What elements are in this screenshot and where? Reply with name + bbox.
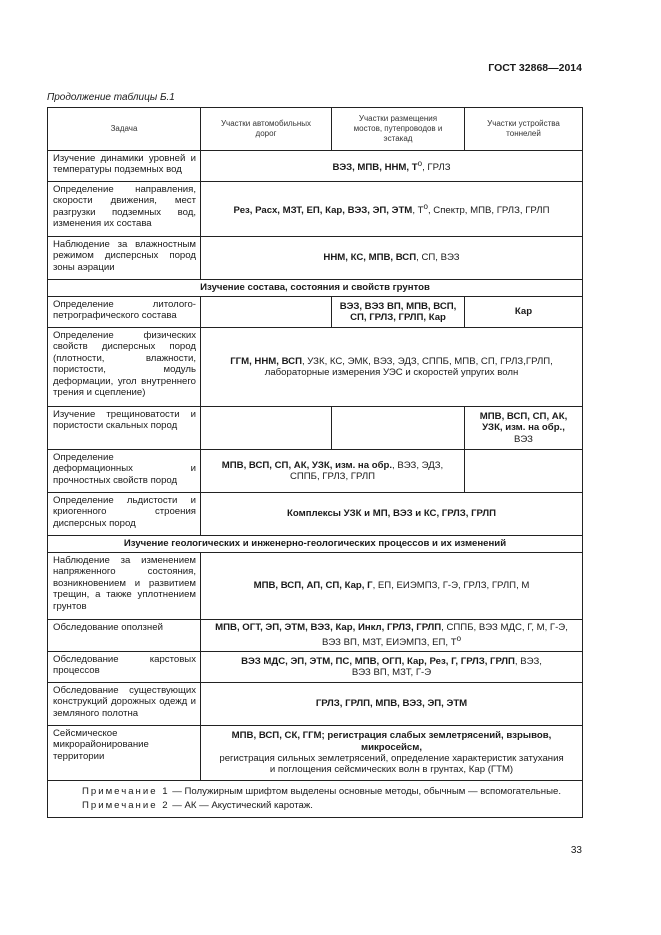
column-header-bridges: Участки размещения мостов, путепроводов и эстакад bbox=[332, 108, 465, 151]
table-row bbox=[48, 620, 583, 652]
page-number: 33 bbox=[570, 845, 582, 856]
methods-cell: Рез, Расх, МЗТ, ЕП, Кар, ВЭЗ, ЭП, ЭТМ, $Т^о$, Спектр, МПВ, ГРЛЗ, ГРЛП bbox=[201, 182, 583, 237]
roads-cell bbox=[201, 407, 332, 450]
task-cell: Определение литолого-петрографического состава bbox=[48, 297, 201, 328]
table-row bbox=[48, 297, 583, 328]
tunnels-cell bbox=[465, 450, 583, 493]
task-cell: Изучение динамики уровней и температуры подземных вод bbox=[48, 151, 201, 182]
table-row bbox=[48, 450, 583, 493]
table-row bbox=[48, 683, 583, 726]
section-title: Изучение геологических и инженерно-геологических процессов и их изменений bbox=[48, 536, 583, 553]
task-cell: Определение направления, скорости движения, мест разгрузки подземных вод, изменения их состава bbox=[48, 182, 201, 237]
task-cell: Определение физических свойств дисперсных пород (плотности, влажности, пористости, модуль деформации, угол внутреннего трения и сцепление) bbox=[48, 328, 201, 407]
bridges-cell: ВЭЗ, ВЭЗ ВП, МПВ, ВСП, СП, ГРЛЗ, ГРЛП, Кар bbox=[332, 297, 465, 328]
notes-cell bbox=[48, 781, 583, 818]
methods-cell: Комплексы УЗК и МП, ВЭЗ и КС, ГРЛЗ, ГРЛП bbox=[201, 493, 583, 536]
section-row bbox=[48, 536, 583, 553]
methods-cell: МПВ, ОГТ, ЭП, ЭТМ, ВЭЗ, Кар, Инкл, ГРЛЗ, ГРЛП, СППБ, ВЭЗ МДС, Г, М, Г-Э, ВЭЗ ВП, МЗТ, ЕИЭМПЗ, ЕП, $Т^о$ bbox=[201, 620, 583, 652]
methods-cell: ВЭЗ, МПВ, ННМ, $Т^о$, ГРЛЗ bbox=[201, 151, 583, 182]
note-2: Примечание 2 — АК — Акустический каротаж. bbox=[82, 800, 313, 811]
table-row bbox=[48, 182, 583, 237]
methods-table bbox=[47, 107, 583, 818]
tunnels-cell: МПВ, ВСП, СП, АК, УЗК, изм. на обр., ВЭЗ bbox=[465, 407, 583, 450]
methods-cell: МПВ, ВСП, СП, АК, УЗК, изм. на обр., ВЭЗ, ЭДЗ, СППБ, ГРЛЗ, ГРЛП bbox=[201, 450, 465, 493]
task-cell: Изучение трещиноватости и пористости скальных пород bbox=[48, 407, 201, 450]
table-caption: Продолжение таблицы Б.1 bbox=[47, 92, 175, 103]
column-header-tunnels: Участки устройства тоннелей bbox=[465, 108, 583, 151]
methods-cell: МПВ, ВСП, АП, СП, Кар, Г, ЕП, ЕИЭМПЗ, Г-Э, ГРЛЗ, ГРЛП, М bbox=[201, 553, 583, 620]
methods-cell: ННМ, КС, МПВ, ВСП, СП, ВЭЗ bbox=[201, 237, 583, 280]
task-cell: Определение деформационных и прочностных свойств пород bbox=[48, 450, 201, 493]
task-cell: Наблюдение за влажностным режимом дисперсных пород зоны аэрации bbox=[48, 237, 201, 280]
table-row bbox=[48, 151, 583, 182]
standard-code: ГОСТ 32868—2014 bbox=[488, 62, 582, 74]
section-title: Изучение состава, состояния и свойств грунтов bbox=[48, 280, 583, 297]
task-cell: Обследование существующих конструкций дорожных одежд и земляного полотна bbox=[48, 683, 201, 726]
note-1: Примечание 1 — Полужирным шрифтом выделены основные методы, обычным — вспомогательные. bbox=[82, 786, 561, 797]
table-row bbox=[48, 328, 583, 407]
table-row bbox=[48, 493, 583, 536]
task-cell: Обследование оползней bbox=[48, 620, 201, 652]
methods-cell: МПВ, ВСП, СК, ГГМ; регистрация слабых землетрясений, взрывов, микросейсм, регистрация сильных землетрясений, определение характеристик затухания и поглощения сейсмических волн в грунтах, Кар (ГТМ) bbox=[201, 726, 583, 781]
table-row bbox=[48, 237, 583, 280]
table-header-row bbox=[48, 108, 583, 151]
table-row bbox=[48, 652, 583, 683]
column-header-task: Задача bbox=[48, 108, 201, 151]
table-row bbox=[48, 407, 583, 450]
task-cell: Наблюдение за изменением напряженного состояния, возникновением и развитием трещин, а также уплотнением грунтов bbox=[48, 553, 201, 620]
column-header-roads: Участки автомобильных дорог bbox=[201, 108, 332, 151]
task-cell: Обследование карстовых процессов bbox=[48, 652, 201, 683]
table-row bbox=[48, 726, 583, 781]
tunnels-cell: Кар bbox=[465, 297, 583, 328]
table-row bbox=[48, 553, 583, 620]
task-cell: Сейсмическое микрорайонирование территории bbox=[48, 726, 201, 781]
methods-cell: ГРЛЗ, ГРЛП, МПВ, ВЭЗ, ЭП, ЭТМ bbox=[201, 683, 583, 726]
notes-row bbox=[48, 781, 583, 818]
methods-cell: ГГМ, ННМ, ВСП, УЗК, КС, ЭМК, ВЭЗ, ЭДЗ, СППБ, МПВ, СП, ГРЛЗ,ГРЛП, лабораторные измерения УЭС и скоростей упругих волн bbox=[201, 328, 583, 407]
roads-cell bbox=[201, 297, 332, 328]
section-row bbox=[48, 280, 583, 297]
methods-cell: ВЭЗ МДС, ЭП, ЭТМ, ПС, МПВ, ОГП, Кар, Рез, Г, ГРЛЗ, ГРЛП, ВЭЗ, ВЭЗ ВП, МЗТ, Г-Э bbox=[201, 652, 583, 683]
task-cell: Определение льдистости и криогенного строения дисперсных пород bbox=[48, 493, 201, 536]
bridges-cell bbox=[332, 407, 465, 450]
